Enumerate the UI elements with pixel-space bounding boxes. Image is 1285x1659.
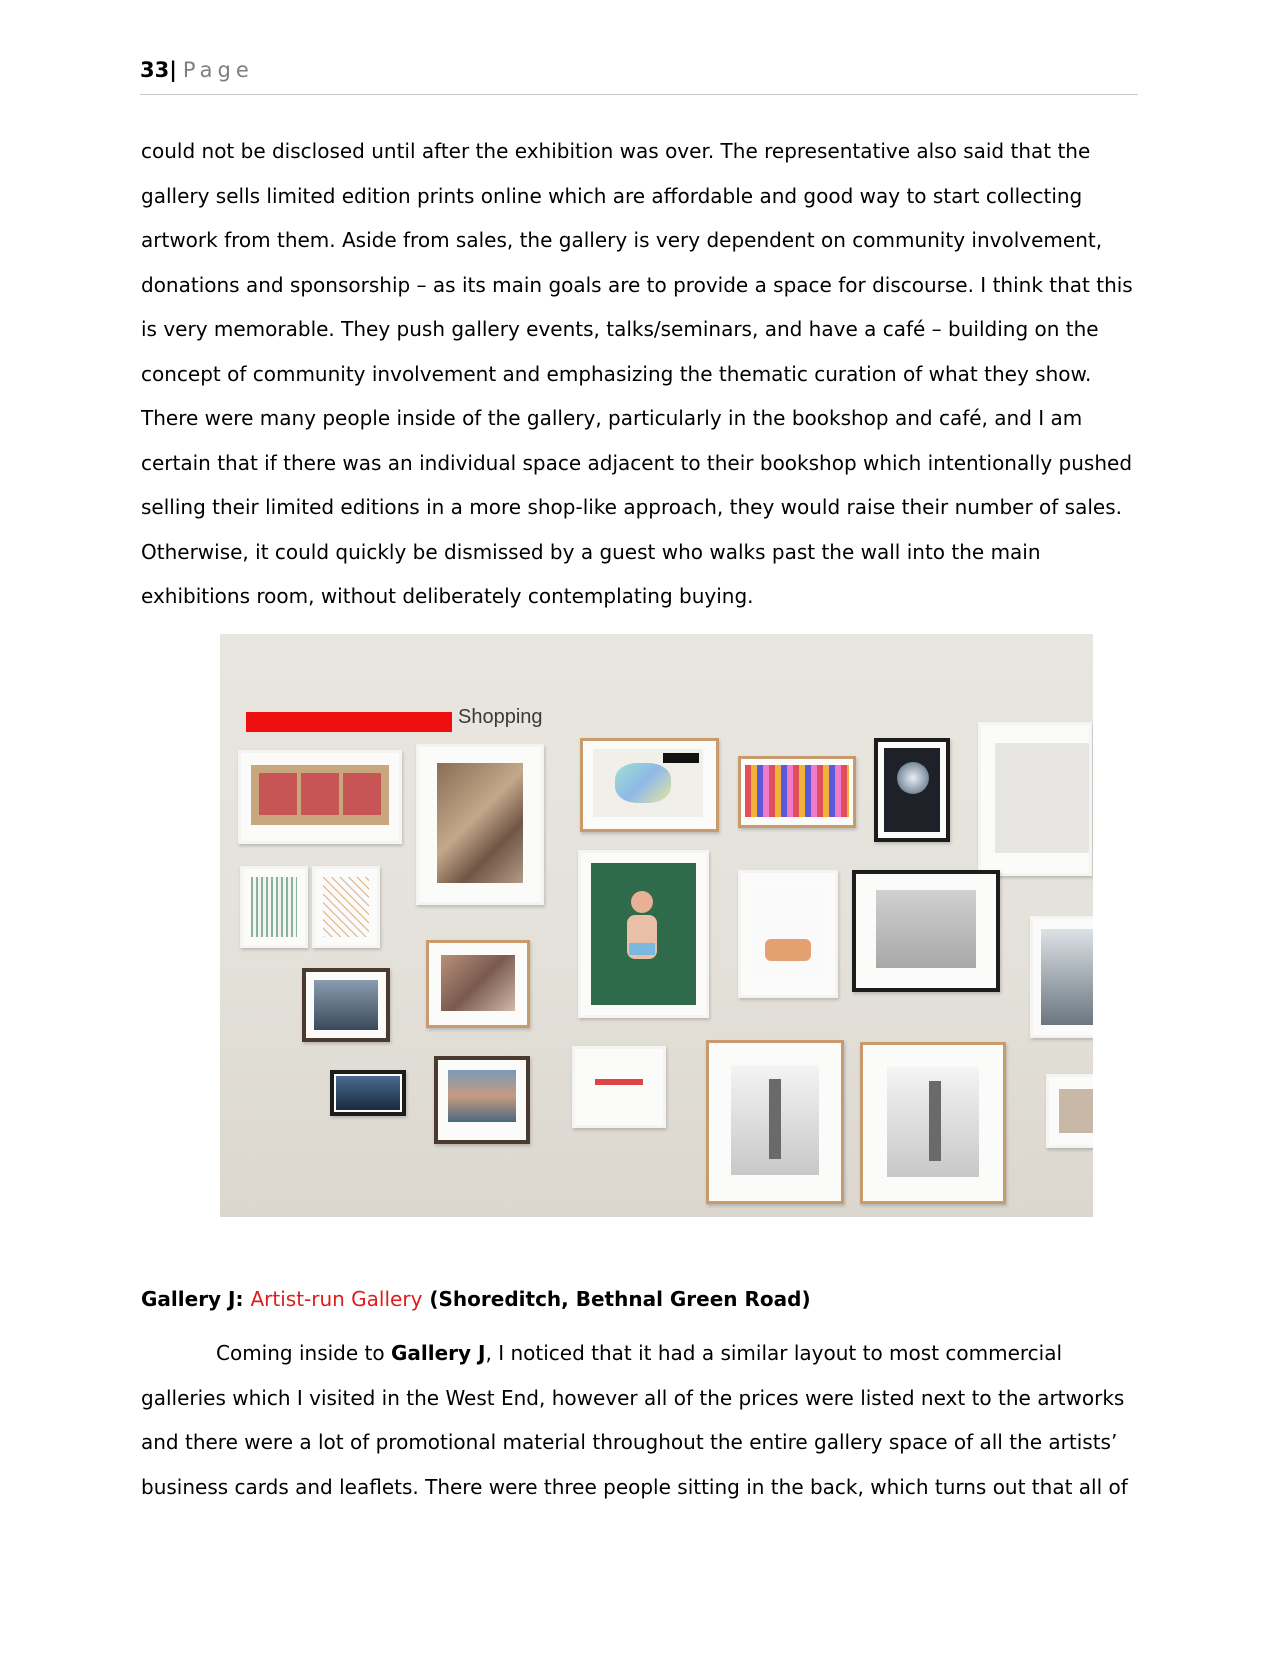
artwork-frame	[238, 750, 402, 844]
artwork-frame	[738, 756, 856, 828]
artwork	[595, 1079, 643, 1085]
artwork	[437, 763, 523, 883]
artwork-frame	[580, 738, 719, 832]
artwork-frame	[572, 1046, 666, 1128]
artwork	[876, 890, 976, 968]
artwork	[593, 749, 703, 817]
page-header	[140, 58, 1138, 95]
wall-label: Shopping	[458, 706, 543, 728]
artwork	[745, 765, 849, 817]
artwork-frame	[330, 1070, 406, 1116]
section-heading	[141, 1287, 811, 1311]
artwork-frame	[578, 850, 709, 1018]
body-paragraph-2	[141, 1331, 1141, 1509]
artwork	[884, 748, 940, 832]
artwork	[336, 1076, 400, 1110]
artwork-frame	[874, 738, 950, 842]
artwork-frame	[978, 722, 1092, 876]
redaction-bar	[246, 712, 452, 732]
page-label: Page	[182, 58, 254, 82]
artwork	[251, 877, 297, 937]
artwork-frame	[426, 940, 530, 1028]
paragraph2-part1: Coming inside to	[216, 1341, 391, 1365]
gallery-type: Artist-run Gallery	[250, 1287, 423, 1311]
artwork	[1059, 1089, 1093, 1133]
artwork	[441, 955, 515, 1011]
artwork-frame	[312, 866, 380, 948]
artwork	[251, 765, 389, 825]
artwork-frame	[852, 870, 1000, 992]
gallery-location: (Shoreditch, Bethnal Green Road)	[429, 1287, 811, 1311]
artwork	[751, 887, 825, 981]
artwork-frame	[1046, 1074, 1093, 1148]
artwork-frame	[434, 1056, 530, 1144]
artwork-frame	[706, 1040, 844, 1204]
paragraph2-part2: , I noticed that it had a similar layout to most commercial galleries which I visited in the West End, however all of the prices were listed next to the artworks and there were a lot of promotional material throughout the entire gallery space of all the artists’ business cards and leaflets. There were three people sitting in the back, which turns out that all of	[141, 1341, 1128, 1499]
artwork	[323, 877, 369, 937]
artwork-frame	[302, 968, 390, 1042]
artwork	[995, 743, 1089, 853]
artwork-frame	[738, 870, 838, 998]
artwork	[314, 980, 378, 1030]
page-number: 33|	[140, 58, 177, 82]
artwork-frame	[240, 866, 308, 948]
artwork-frame	[1030, 916, 1093, 1038]
artwork	[887, 1067, 979, 1177]
gallery-wall-photo	[220, 634, 1093, 1217]
body-paragraph: could not be disclosed until after the exhibition was over. The representative also said that the gallery sells limited edition prints online which are affordable and good way to start collecting artwork from them. Aside from sales, the gallery is very dependent on community involvement, donations and sponsorship – as its main goals are to provide a space for discourse. I think that this is very memorable. They push gallery events, talks/seminars, and have a café – building on the concept of community involvement and emphasizing the thematic curation of what they show. There were many people inside of the gallery, particularly in the bookshop and café, and I am certain that if there was an individual space adjacent to their bookshop which intentionally pushed selling their limited editions in a more shop-like approach, they would raise their number of sales. Otherwise, it could quickly be dismissed by a guest who walks past the wall into the main exhibitions room, without deliberately contemplating buying.	[141, 139, 1133, 608]
artwork	[731, 1065, 819, 1175]
artwork	[591, 863, 696, 1005]
artwork	[1041, 929, 1093, 1025]
artwork-frame	[416, 744, 544, 905]
artwork-frame	[860, 1042, 1006, 1204]
heading-separator: :	[235, 1287, 244, 1311]
gallery-name: Gallery J	[141, 1287, 236, 1311]
artwork	[448, 1070, 516, 1122]
gallery-name-inline: Gallery J	[390, 1341, 486, 1365]
